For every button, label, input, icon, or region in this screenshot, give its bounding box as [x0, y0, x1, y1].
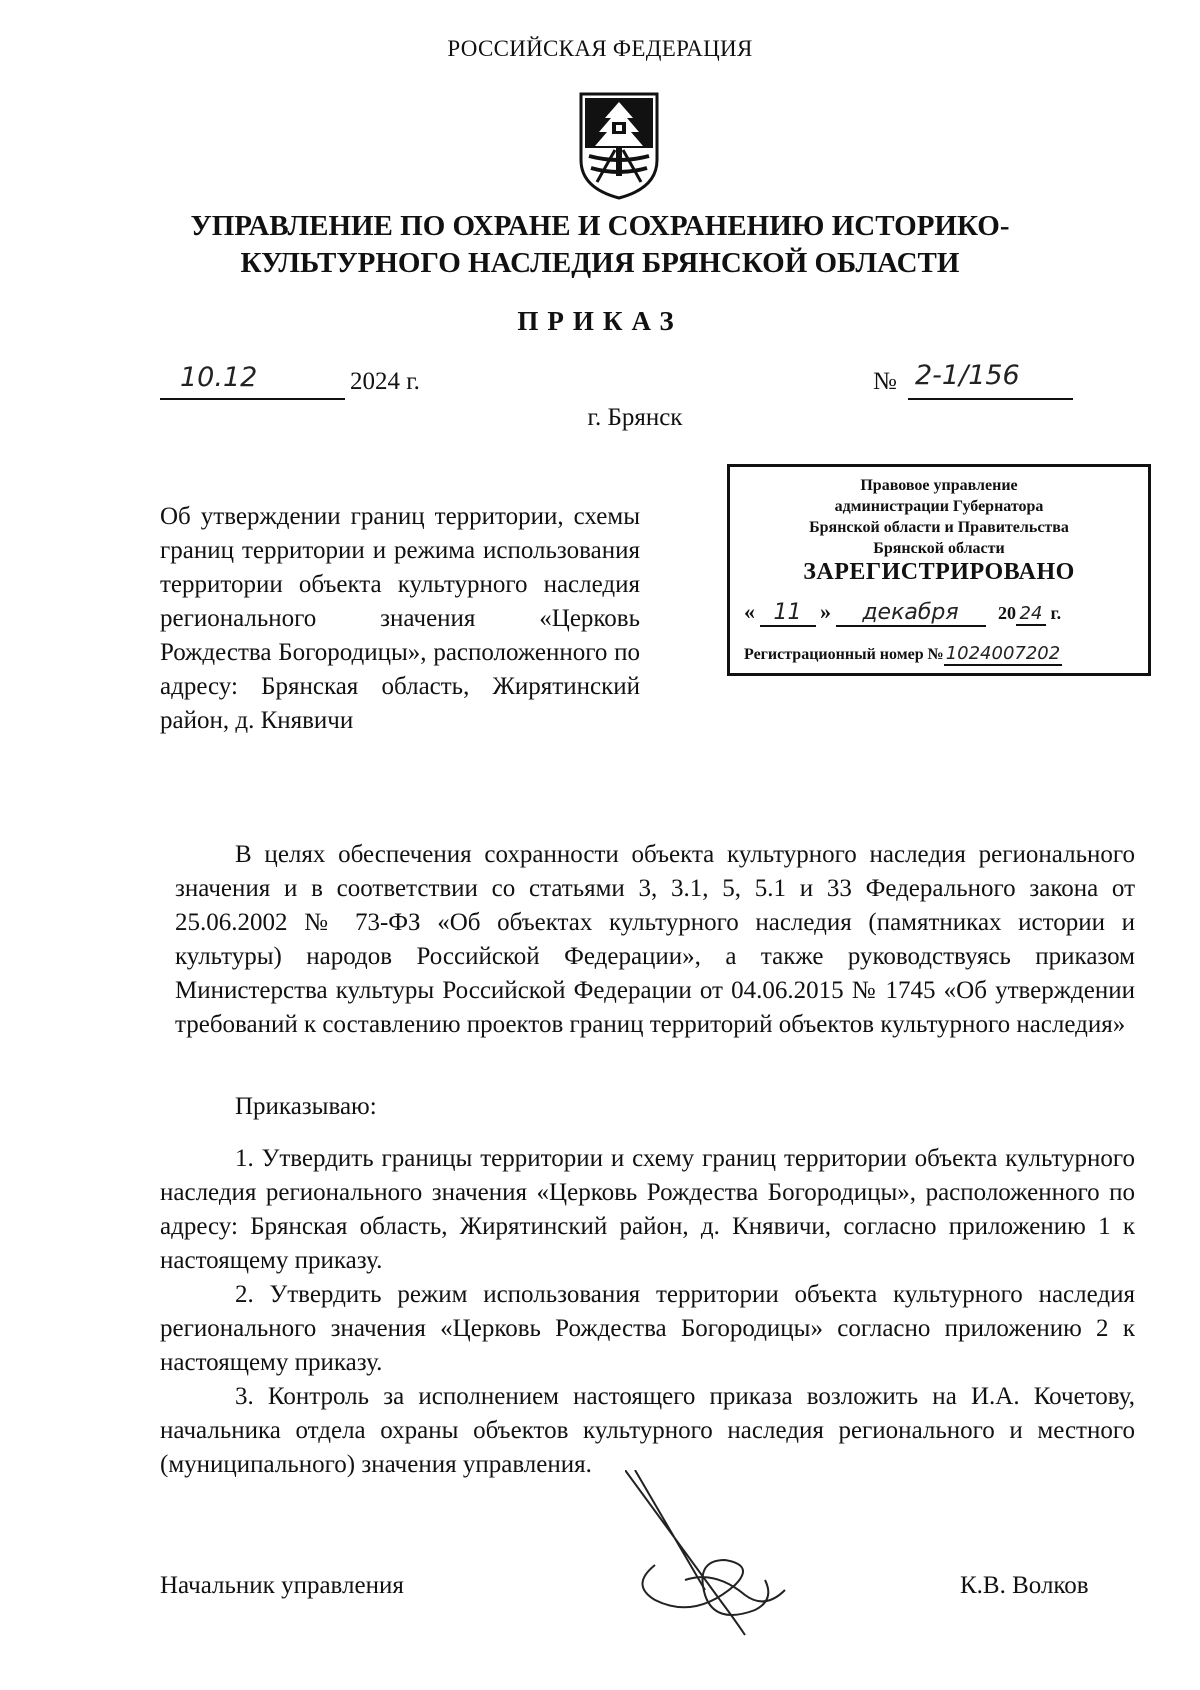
- number-underline: [908, 398, 1073, 400]
- order-year: 2024 г.: [350, 368, 420, 395]
- stamp-org-line: Брянской области: [873, 540, 1005, 557]
- city: г. Брянск: [587, 404, 683, 431]
- stamp-org-line: Брянской области и Правительства: [809, 519, 1069, 536]
- order-date-handwritten: 10.12: [180, 362, 258, 393]
- stamp-month: декабря: [836, 600, 986, 627]
- stamp-date-line: « 11 » декабря 20 24 г.: [744, 599, 1062, 625]
- stamp-registered: ЗАРЕГИСТРИРОВАНО: [803, 559, 1075, 585]
- stamp-reg-label: Регистрационный номер №: [744, 646, 944, 663]
- stamp-org-line: Правовое управление: [860, 477, 1018, 494]
- agency-name-line1: УПРАВЛЕНИЕ ПО ОХРАНЕ И СОХРАНЕНИЮ ИСТОРИКО-: [190, 210, 1010, 242]
- stamp-organization: [730, 475, 1148, 559]
- preamble-paragraph: В целях обеспечения сохранности объекта культурного наследия регионального значения и в соответствии со статьями 3, 3.1, 5, 5.1 и 33 Федерального закона от 25.06.2002 № 73-ФЗ «Об объектах культурного наследия (памятниках истории и культуры) народов Российской Федерации», а также руководствуясь приказом Министерства культуры Российской Федерации от 04.06.2015 № 1745 «Об утверждении требований к составлению проектов границ территорий объектов культурного наследия»: [175, 841, 1135, 1038]
- order-item: 1. Утвердить границы территории и схему границ территории объекта культурного наследия регионального значения «Церковь Рождества Богородицы», расположенного по адресу: Брянская область, Жирятинский район, д. Княвичи, согласно приложению 1 к настоящему приказу.: [160, 1145, 1135, 1274]
- stamp-year-prefix: 20: [998, 603, 1016, 623]
- agency-name-line2: КУЛЬТУРНОГО НАСЛЕДИЯ БРЯНСКОЙ ОБЛАСТИ: [240, 247, 960, 279]
- stamp-reg-number: 1024007202: [945, 643, 1061, 664]
- stamp-year-unit: г.: [1050, 603, 1062, 623]
- stamp-org-line: администрации Губернатора: [834, 498, 1044, 515]
- order-item: 2. Утвердить режим использования территории объекта культурного наследия регионального значения «Церковь Рождества Богородицы» согласно приложению 2 к настоящему приказу.: [160, 1281, 1135, 1376]
- date-underline: [160, 398, 345, 400]
- order-number-label: №: [873, 368, 897, 395]
- coat-of-arms-icon: [577, 90, 661, 200]
- stamp-day: 11: [760, 600, 816, 627]
- registration-stamp: [727, 464, 1151, 676]
- stamp-year-suffix: 24: [1016, 603, 1046, 626]
- order-item: 3. Контроль за исполнением настоящего приказа возложить на И.А. Кочетову, начальника отдела охраны объектов культурного наследия регионального и местного (муниципального) значения управления.: [160, 1383, 1135, 1478]
- document-type: ПРИКАЗ: [517, 306, 683, 336]
- stamp-reg-line: [744, 643, 1142, 669]
- order-subject: Об утверждении границ территории, схемы границ территории и режима использования территории объекта культурного наследия регионального значения «Церковь Рождества Богородицы», расположенного по адресу: Брянская область, Жирятинский район, д. Княвичи: [160, 503, 640, 734]
- signer-title: Начальник управления: [160, 1572, 404, 1599]
- orders-word: Приказываю:: [235, 1093, 377, 1120]
- signer-name: К.В. Волков: [960, 1572, 1089, 1599]
- handwritten-signature: [625, 1470, 795, 1640]
- order-items: [160, 1142, 1135, 1482]
- agency-name: [0, 208, 1200, 282]
- order-number-handwritten: 2-1/156: [915, 360, 1020, 391]
- country-header: РОССИЙСКАЯ ФЕДЕРАЦИЯ: [447, 36, 753, 61]
